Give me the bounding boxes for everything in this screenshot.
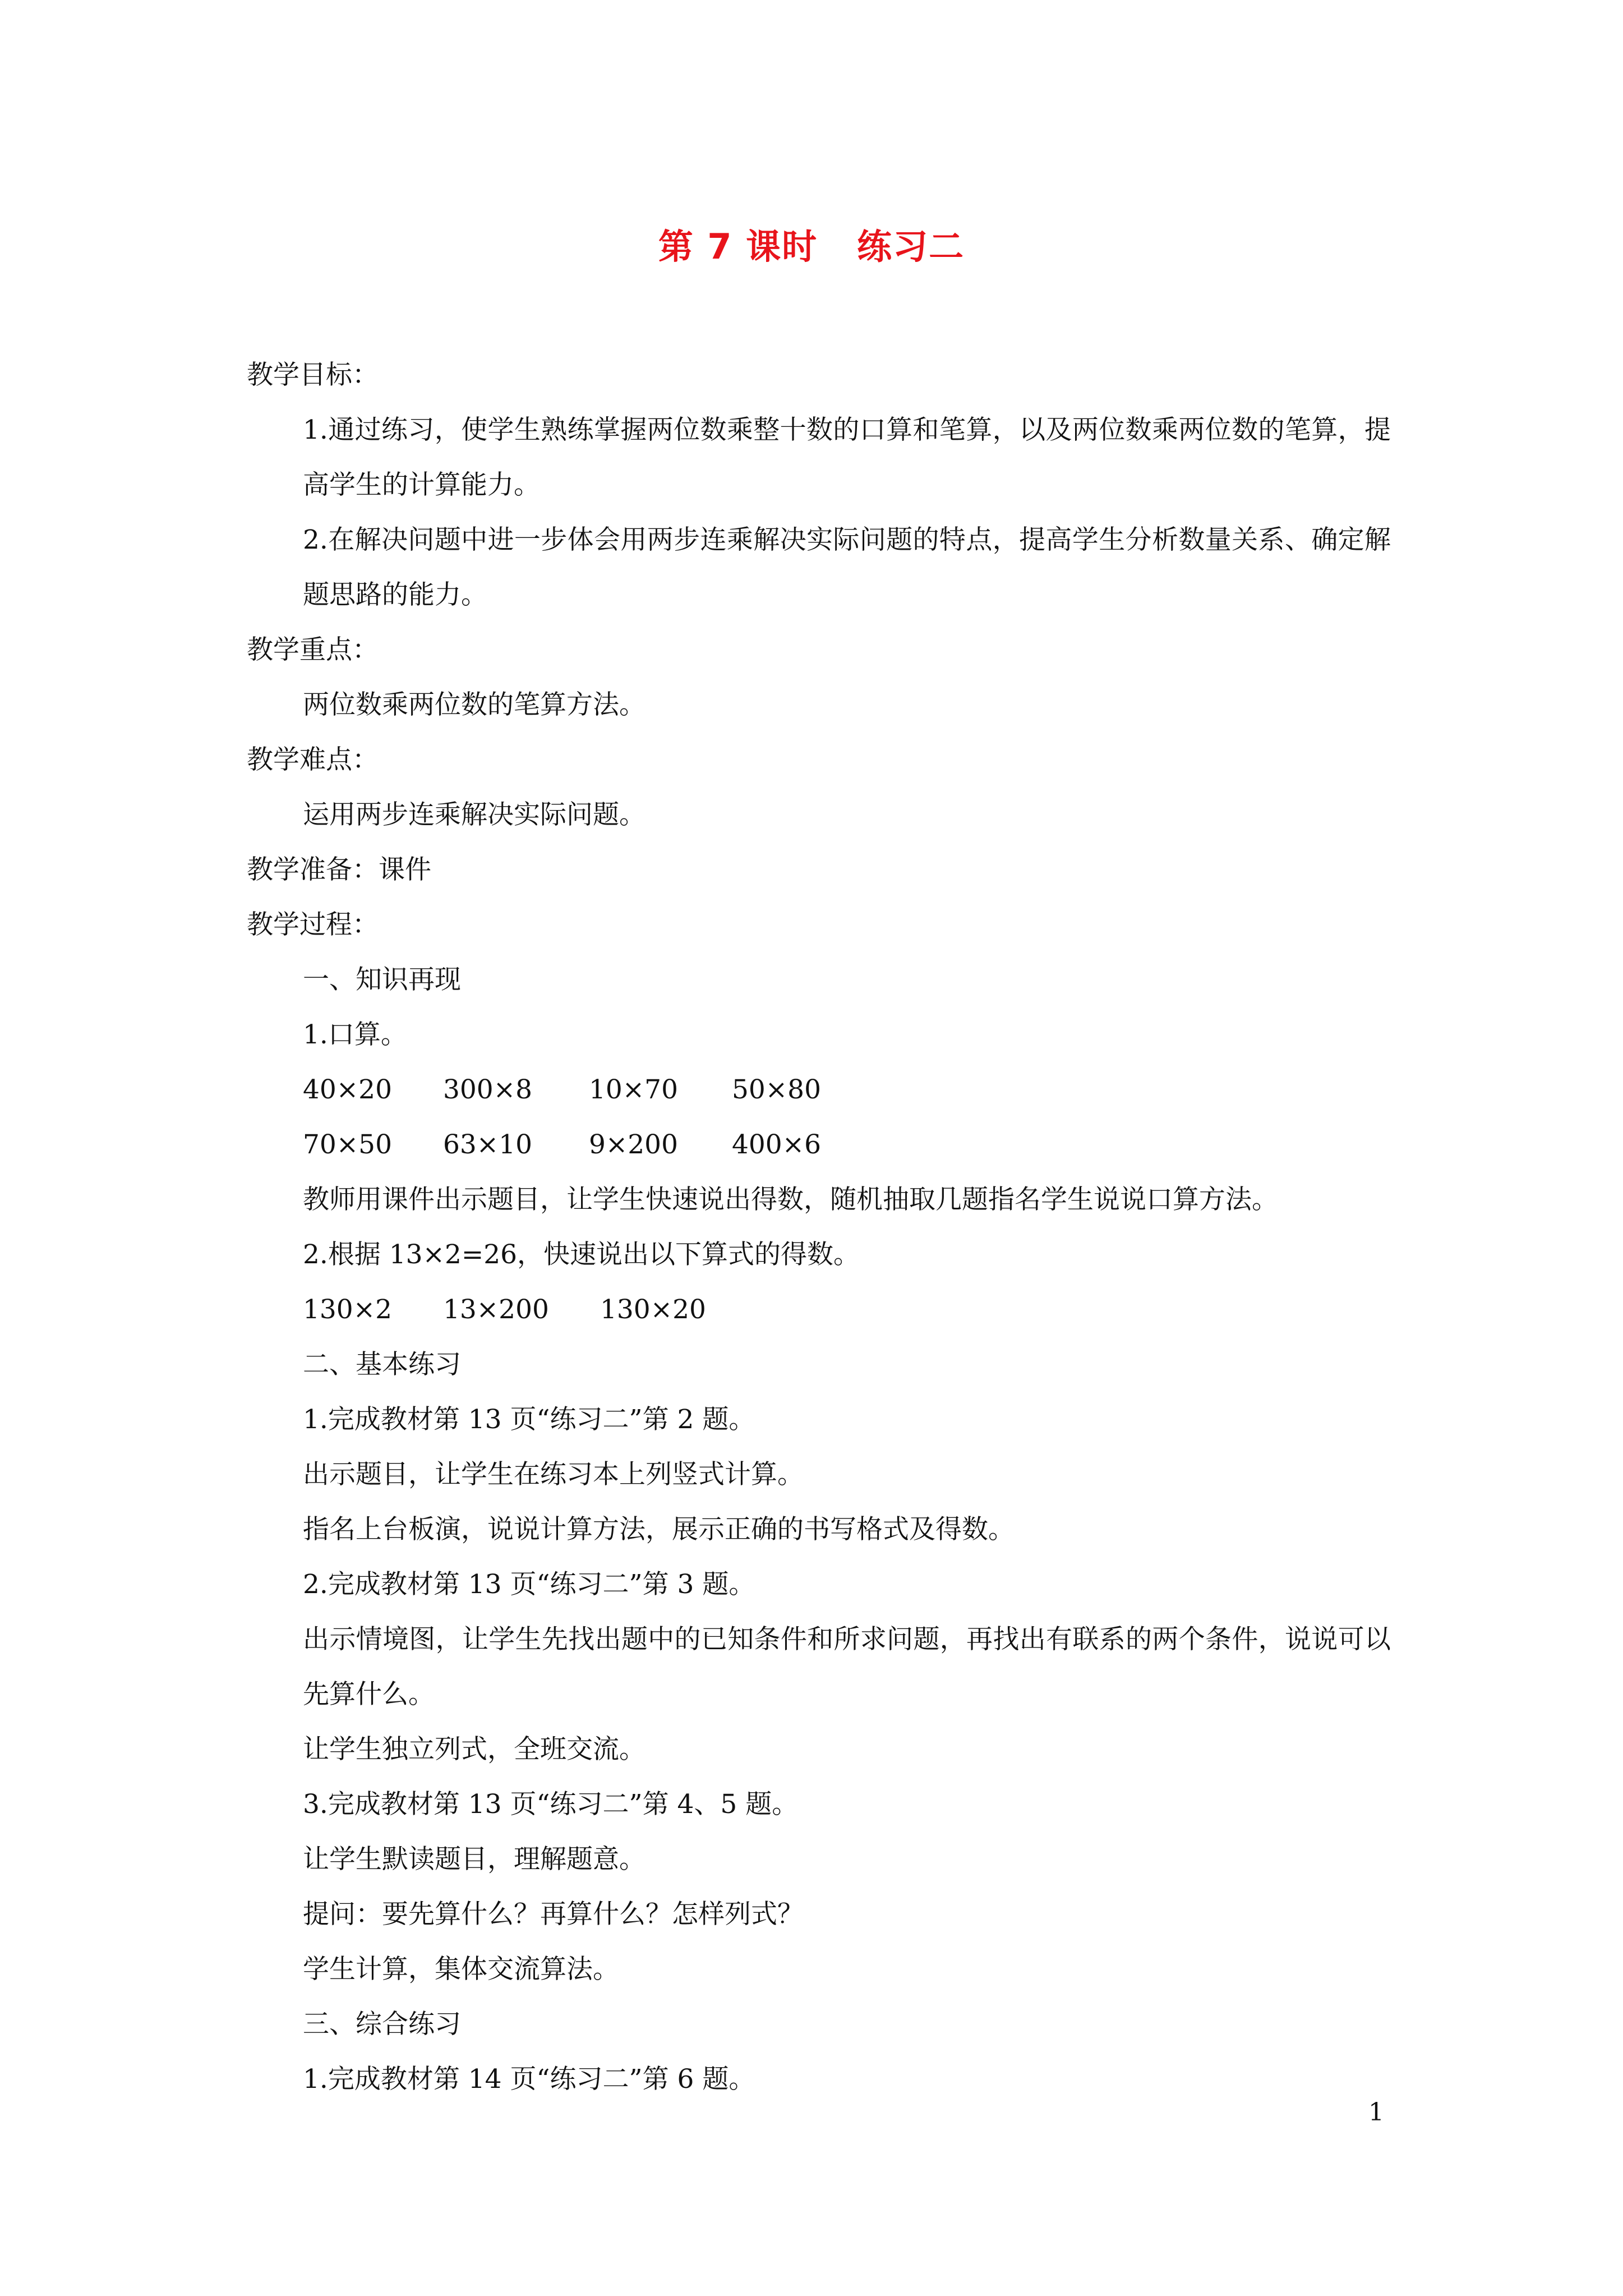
oral-expression: 70×50 (303, 1129, 392, 1160)
objective-1: 1.通过练习，使学生熟练掌握两位数乘整十数的口算和笔算，以及两位数乘两位数的笔算，提高学生的计算能力。 (303, 415, 1391, 500)
oral-expression: 400×6 (732, 1129, 821, 1160)
title-lesson-number: 第 7 课时 (658, 226, 818, 267)
preparation-text: 教学准备：课件 (247, 854, 431, 885)
item-oral-calculation: 1.口算。 (303, 1019, 407, 1050)
difficulty-heading: 教学难点： (247, 744, 379, 775)
note-practice-2-3b: 提问：要先算什么？再算什么？怎样列式？ (303, 1899, 804, 1930)
note-practice-2-3a: 让学生默读题目，理解题意。 (303, 1844, 645, 1875)
oral-calculation-row-1 (247, 1062, 1391, 1117)
item-practice-2-3: 3.完成教材第 13 页“练习二”第 4、5 题。 (303, 1789, 799, 1820)
section-basic-practice: 二、基本练习 (303, 1349, 461, 1380)
oral-expression: 10×70 (589, 1074, 678, 1105)
key-point-heading: 教学重点： (247, 634, 379, 665)
item-practice-2-2: 2.完成教材第 13 页“练习二”第 3 题。 (303, 1569, 755, 1600)
oral-expression: 40×20 (303, 1074, 392, 1105)
note-practice-2-1a: 出示题目，让学生在练习本上列竖式计算。 (303, 1459, 804, 1490)
page-number: 1 (1368, 2098, 1384, 2127)
process-heading: 教学过程： (247, 909, 379, 940)
quick-expression: 130×2 (303, 1294, 392, 1325)
quick-expression: 13×200 (443, 1294, 549, 1325)
title-lesson-name: 练习二 (857, 226, 965, 267)
section-knowledge-review: 一、知识再现 (303, 964, 461, 995)
document-body (247, 348, 1391, 2107)
objective-2: 2.在解决问题中进一步体会用两步连乘解决实际问题的特点，提高学生分析数量关系、确定解题思路的能力。 (303, 524, 1391, 610)
note-practice-2-1b: 指名上台板演，说说计算方法，展示正确的书写格式及得数。 (303, 1514, 1015, 1545)
quick-answer-row (247, 1282, 1391, 1337)
oral-expression: 9×200 (589, 1129, 678, 1160)
oral-expression: 300×8 (443, 1074, 532, 1105)
oral-calculation-row-2 (247, 1117, 1391, 1172)
lesson-title (0, 219, 1623, 269)
objectives-heading: 教学目标： (247, 360, 379, 390)
item-practice-2-1: 1.完成教材第 13 页“练习二”第 2 题。 (303, 1404, 755, 1435)
oral-expression: 50×80 (732, 1074, 821, 1105)
key-point-text: 两位数乘两位数的笔算方法。 (303, 689, 645, 720)
quick-expression: 130×20 (600, 1294, 706, 1325)
section-comprehensive-practice: 三、综合练习 (303, 2009, 461, 2040)
note-practice-2-2a: 出示情境图，让学生先找出题中的已知条件和所求问题，再找出有联系的两个条件，说说可以先算什么。 (303, 1624, 1391, 1710)
difficulty-text: 运用两步连乘解决实际问题。 (303, 799, 645, 830)
item-practice-3-1: 1.完成教材第 14 页“练习二”第 6 题。 (303, 2064, 755, 2095)
teacher-note-oral: 教师用课件出示题目，让学生快速说出得数，随机抽取几题指名学生说说口算方法。 (303, 1184, 1278, 1215)
item-quick-answer: 2.根据 13×2=26，快速说出以下算式的得数。 (303, 1239, 860, 1270)
note-practice-2-3c: 学生计算，集体交流算法。 (303, 1954, 619, 1985)
note-practice-2-2b: 让学生独立列式，全班交流。 (303, 1734, 645, 1765)
oral-expression: 63×10 (443, 1129, 532, 1160)
